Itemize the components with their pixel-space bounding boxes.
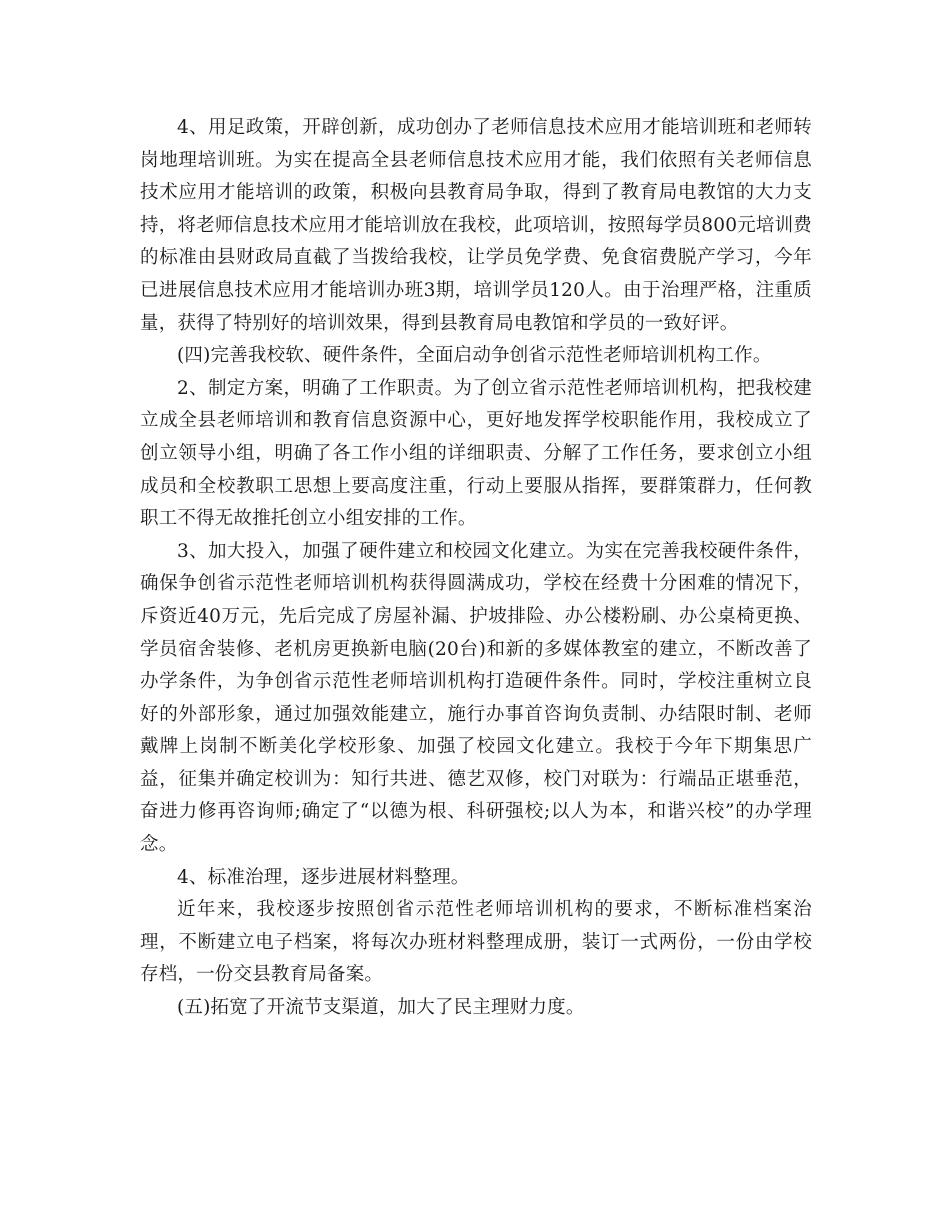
paragraph-section-four-heading: (四)完善我校软、硬件条件，全面启动争创省示范性老师培训机构工作。 [177, 345, 772, 367]
paragraph-plan-responsibilities: 2、制定方案，明确了工作职责。为了创立省示范性老师培训机构，把我校建立成全县老师培训和教育信息资源中心，更好地发挥学校职能作用，我校成立了创立领导小组，明确了各工作小组的详细职责、分解了工作任务，要求创立小组成员和全校教职工思想上要高度注重，行动上要服从指挥，要群策群力，任何教职工不得无故推托创立小组安排的工作。 [140, 377, 812, 530]
paragraph-standard-management: 4、标准治理，逐步进展材料整理。 [177, 866, 470, 888]
paragraph-teacher-training-classes: 4、用足政策，开辟创新，成功创办了老师信息技术应用才能培训班和老师转岗地理培训班。为实在提高全县老师信息技术应用才能，我们依照有关老师信息技术应用才能培训的政策，积极向县教育局争取，得到了教育局电教馆的大力支持，将老师信息技术应用才能培训放在我校，此项培训，按照每学员800元培训费的标准由县财政局直截了当拨给我校，让学员免学费、免食宿费脱产学习，今年已进展信息技术应用才能培训办班3期，培训学员120人。由于治理严格，注重质量，获得了特别好的培训效果，得到县教育局电教馆和学员的一致好评。 [140, 117, 812, 334]
paragraph-investment-campus-culture: 3、加大投入，加强了硬件建立和校园文化建立。为实在完善我校硬件条件，确保争创省示范性老师培训机构获得圆满成功，学校在经费十分困难的情况下，斥资近40万元，先后完成了房屋补漏、护坡排险、办公楼粉刷、办公桌椅更换、学员宿舍装修、老机房更换新电脑(20台)和新的多媒体教室的建立，不断改善了办学条件，为争创省示范性老师培训机构打造硬件条件。同时，学校注重树立良好的外部形象，通过加强效能建立，施行办事首咨询负责制、办结限时制、老师戴牌上岗制不断美化学校形象、加强了校园文化建立。我校于今年下期集思广益，征集并确定校训为：知行共进、德艺双修，校门对联为：行端品正堪垂范，奋进力修再咨询师;确定了“以德为根、科研强校;以人为本，和谐兴校”的办学理念。 [140, 540, 812, 856]
paragraph-archive-management: 近年来，我校逐步按照创省示范性老师培训机构的要求，不断标准档案治理，不断建立电子档案，将每次办班材料整理成册，装订一式两份，一份由学校存档，一份交县教育局备案。 [140, 899, 812, 986]
paragraph-section-five-heading: (五)拓宽了开流节支渠道，加大了民主理财力度。 [177, 997, 585, 1019]
document-page [140, 112, 812, 1025]
